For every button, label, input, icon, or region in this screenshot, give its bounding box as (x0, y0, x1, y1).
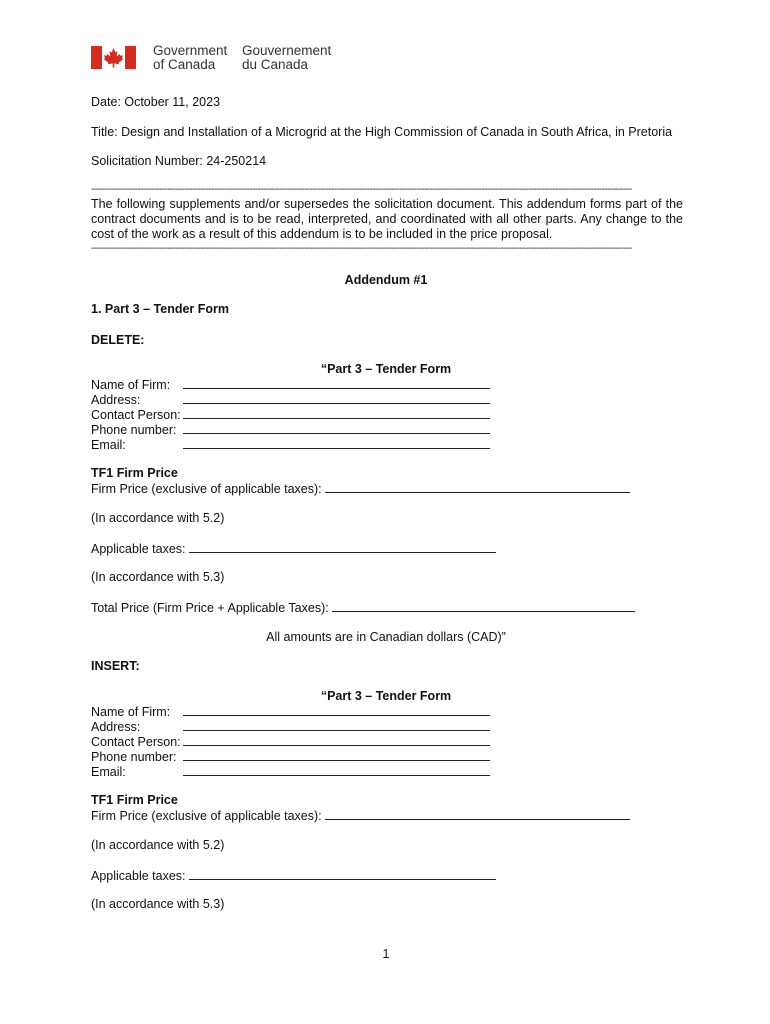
field-label: Email: (91, 765, 126, 779)
wordmark-fr-line2: du Canada (242, 57, 309, 72)
insert-accordance-2: (In accordance with 5.3) (91, 897, 225, 911)
total-price-label: Total Price (Firm Price + Applicable Taxes): (91, 601, 329, 615)
insert-field-row (91, 719, 490, 735)
wordmark-fr-line1: Gouvernement (242, 43, 332, 58)
wordmark-en-line2: of Canada (153, 57, 216, 72)
insert-accordance-1: (In accordance with 5.2) (91, 838, 225, 852)
blank-line (189, 541, 496, 553)
insert-firm-price-row (91, 808, 630, 824)
delete-field-row (91, 407, 490, 423)
date-line: Date: October 11, 2023 (91, 95, 221, 109)
insert-field-row (91, 764, 490, 780)
field-label: Name of Firm: (91, 378, 171, 392)
delete-field-row (91, 377, 490, 393)
field-label: Contact Person: (91, 735, 181, 749)
delete-firm-price-row (91, 481, 630, 497)
delete-accordance-1: (In accordance with 5.2) (91, 511, 225, 525)
insert-field-row (91, 704, 490, 720)
blank-line (183, 377, 490, 389)
blank-line (325, 808, 630, 820)
firm-price-label: Firm Price (exclusive of applicable taxes): (91, 809, 322, 823)
divider-top: ------------------------------------------------------------------------------------------------------------------------------------------------------------------------------------------------------ (91, 184, 632, 195)
delete-tf1-heading: TF1 Firm Price (91, 466, 178, 480)
delete-total-price-row (91, 600, 635, 616)
blank-line (325, 481, 630, 493)
field-label: Email: (91, 438, 126, 452)
insert-form-title: “Part 3 – Tender Form (320, 689, 452, 703)
insert-applicable-taxes-row (91, 868, 496, 884)
solicitation-line: Solicitation Number: 24-250214 (91, 154, 267, 168)
title-line: Title: Design and Installation of a Microgrid at the High Commission of Canada in South Africa, in Pretoria (91, 125, 673, 139)
delete-field-row (91, 392, 490, 408)
blank-line (183, 392, 490, 404)
wordmark-french (242, 44, 331, 72)
addendum-heading: Addendum #1 (344, 273, 428, 287)
blank-line (183, 704, 490, 716)
page-number: 1 (382, 947, 390, 961)
applicable-taxes-label: Applicable taxes: (91, 869, 186, 883)
delete-field-row (91, 437, 490, 453)
firm-price-label: Firm Price (exclusive of applicable taxes): (91, 482, 322, 496)
delete-form-title: “Part 3 – Tender Form (320, 362, 452, 376)
field-label: Phone number: (91, 750, 177, 764)
item-heading: 1. Part 3 – Tender Form (91, 302, 230, 316)
delete-label: DELETE: (91, 333, 145, 347)
insert-tf1-heading: TF1 Firm Price (91, 793, 178, 807)
field-label: Address: (91, 393, 141, 407)
blank-line (183, 437, 490, 449)
blank-line (183, 734, 490, 746)
delete-applicable-taxes-row (91, 541, 496, 557)
field-label: Contact Person: (91, 408, 181, 422)
field-label: Phone number: (91, 423, 177, 437)
insert-field-row (91, 734, 490, 750)
divider-bottom: ------------------------------------------------------------------------------------------------------------------------------------------------------------------------------------------------------ (91, 243, 632, 254)
wordmark-en-line1: Government (153, 43, 228, 58)
canada-flag-icon (91, 46, 136, 69)
field-label: Address: (91, 720, 141, 734)
delete-field-row (91, 422, 490, 438)
delete-accordance-2: (In accordance with 5.3) (91, 570, 225, 584)
insert-field-row (91, 749, 490, 765)
amounts-note: All amounts are in Canadian dollars (CAD)” (266, 630, 506, 644)
applicable-taxes-label: Applicable taxes: (91, 542, 186, 556)
field-label: Name of Firm: (91, 705, 171, 719)
blank-line (189, 868, 496, 880)
blank-line (332, 600, 635, 612)
wordmark-english (153, 44, 227, 72)
insert-label: INSERT: (91, 659, 140, 673)
blank-line (183, 407, 490, 419)
blank-line (183, 764, 490, 776)
blank-line (183, 422, 490, 434)
notice-paragraph: The following supplements and/or supersedes the solicitation document. This addendum forms part of the contract documents and is to be read, interpreted, and coordinated with all other parts. Any change to the cost of the work as a result of this addendum is to be included in the price proposal. (91, 197, 683, 241)
blank-line (183, 749, 490, 761)
blank-line (183, 719, 490, 731)
